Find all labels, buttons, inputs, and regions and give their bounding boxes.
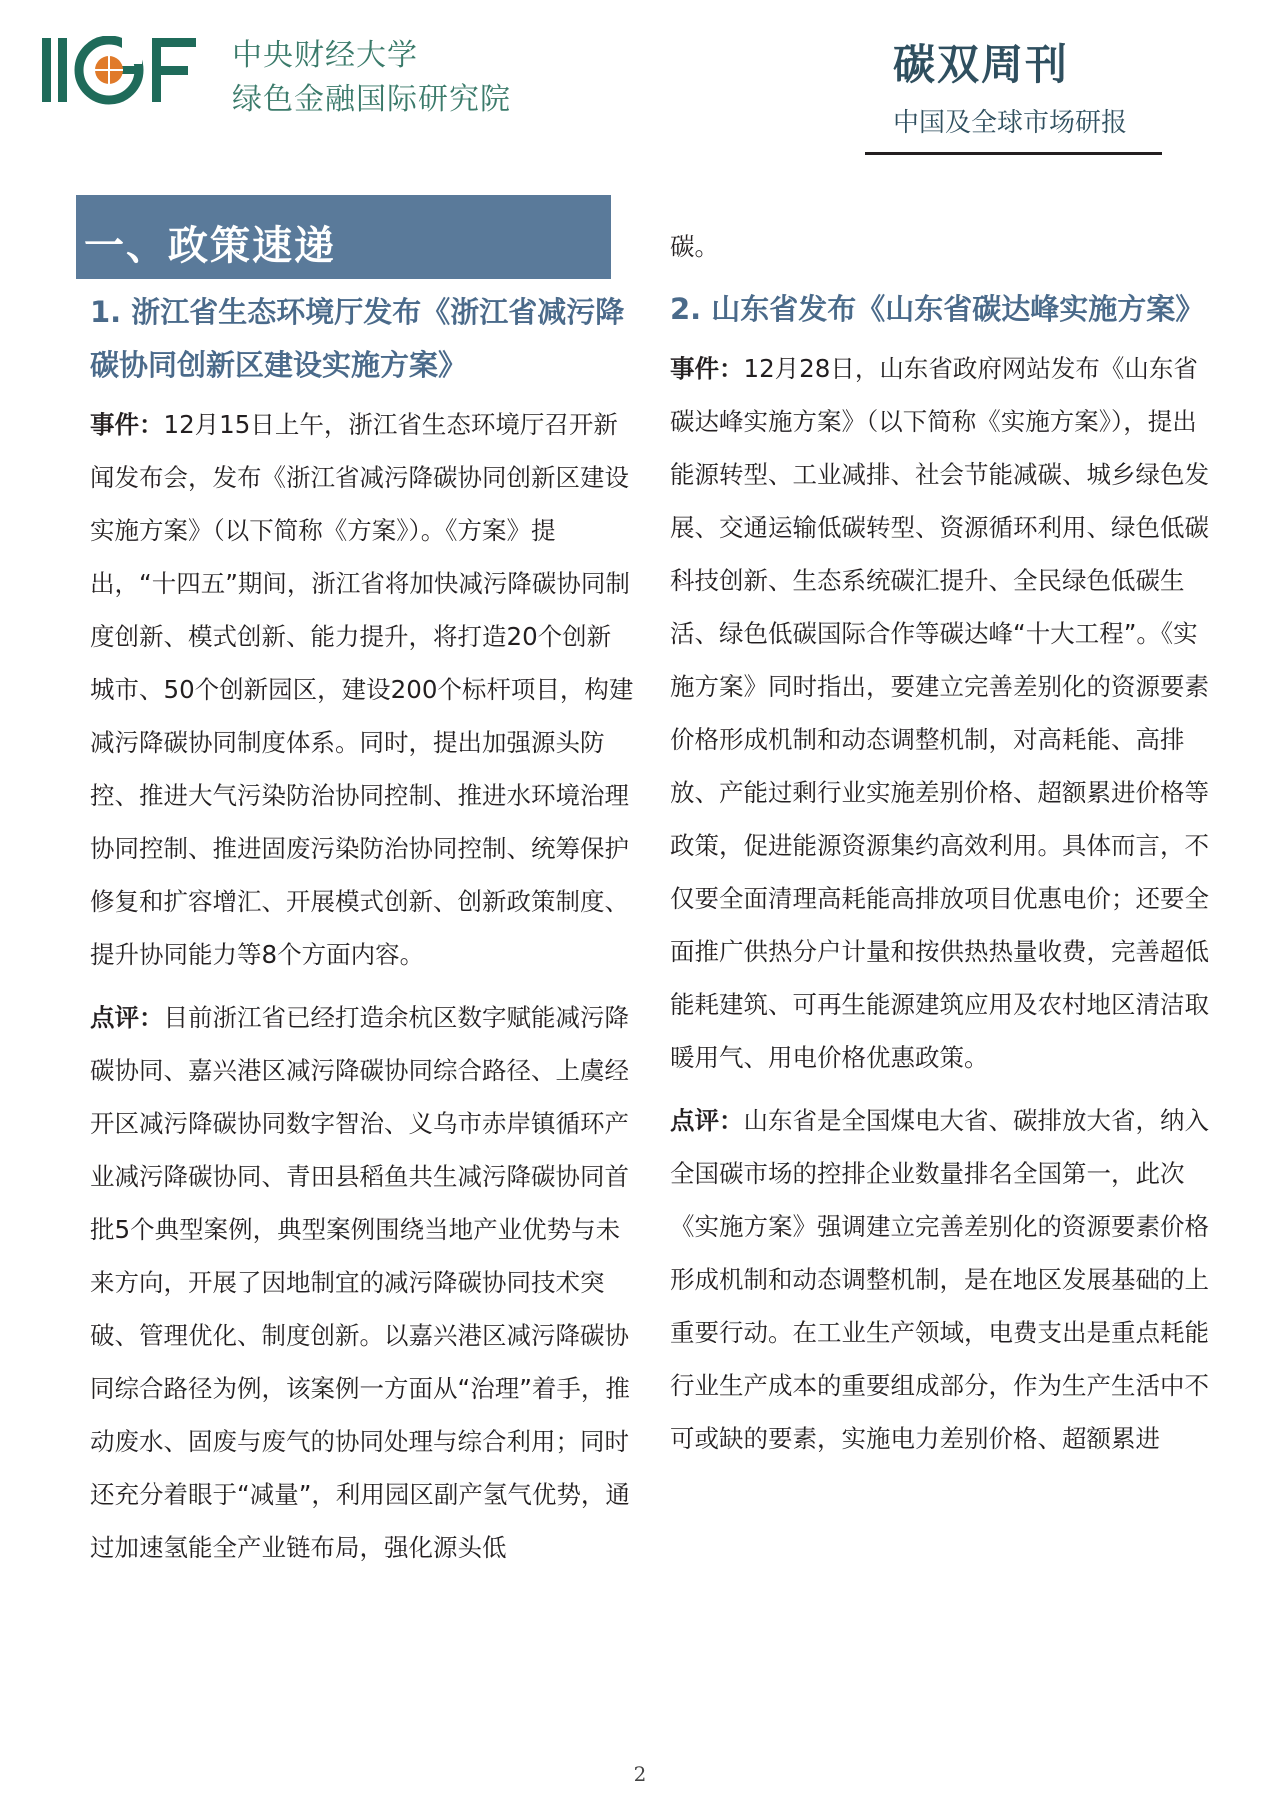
iigf-logo [42, 36, 212, 112]
page-number: 2 [633, 1762, 647, 1786]
article-1-event [90, 398, 635, 981]
event-text: 12月15日上午，浙江省生态环境厅召开新闻发布会，发布《浙江省减污降碳协同创新区建设实施方案》（以下简称《方案》）。《方案》提出，“十四五”期间，浙江省将加快减污降碳协同制度创新、模式创新、能力提升，将打造20个创新城市、50个创新园区，建设200个标杆项目，构建减污降碳协同制度体系。同时，提出加强源头防控、推进大气污染防治协同控制、推进水环境治理协同控制、推进固废污染防治协同控制、统筹保护修复和扩容增汇、开展模式创新、创新政策制度、提升协同能力等8个方面内容。 [90, 410, 634, 969]
comment-text: 山东省是全国煤电大省、碳排放大省，纳入全国碳市场的控排企业数量排名全国第一，此次《实施方案》强调建立完善差别化的资源要素价格形成机制和动态调整机制，是在地区发展基础的上重要行动。在工业生产领域，电费支出是重点耗能行业生产成本的重要组成部分，作为生产生活中不可或缺的要素，实施电力差别价格、超额累进 [670, 1106, 1209, 1453]
article-2-heading: 2. 山东省发布《山东省碳达峰实施方案》 [670, 292, 1205, 326]
organization-name [232, 34, 511, 122]
article-1-continuation: 碳。 [670, 232, 719, 261]
publication-title: 碳双周刊 [893, 40, 1070, 89]
event-text: 12月28日，山东省政府网站发布《山东省碳达峰实施方案》（以下简称《实施方案》），提出能源转型、工业减排、社会节能减碳、城乡绿色发展、交通运输低碳转型、资源循环利用、绿色低碳科技创新、生态系统碳汇提升、全民绿色低碳生活、绿色低碳国际合作等碳达峰“十大工程”。《实施方案》同时指出，要建立完善差别化的资源要素价格形成机制和动态调整机制，对高耗能、高排放、产能过剩行业实施差别价格、超额累进价格等政策，促进能源资源集约高效利用。具体而言，不仅要全面清理高耗能高排放项目优惠电价；还要全面推广供热分户计量和按供热热量收费，完善超低能耗建筑、可再生能源建筑应用及农村地区清洁取暖用气、用电价格优惠政策。 [670, 354, 1209, 1072]
publication-subtitle: 中国及全球市场研报 [893, 108, 1128, 138]
organization-line-2: 绿色金融国际研究院 [232, 82, 511, 117]
event-label: 事件： [90, 410, 164, 439]
section-title: 一、政策速递 [84, 223, 336, 269]
comment-label: 点评： [670, 1106, 744, 1135]
left-column [90, 286, 635, 1584]
event-label: 事件： [670, 354, 744, 383]
article-2-comment [670, 1094, 1215, 1465]
article-2-event [670, 342, 1215, 1084]
comment-text: 目前浙江省已经打造余杭区数字赋能减污降碳协同、嘉兴港区减污降碳协同综合路径、上虞经开区减污降碳协同数字智治、义乌市赤岸镇循环产业减污降碳协同、青田县稻鱼共生减污降碳协同首批5个典型案例，典型案例围绕当地产业优势与未来方向，开展了因地制宜的减污降碳协同技术突破、管理优化、制度创新。以嘉兴港区减污降碳协同综合路径为例，该案例一方面从“治理”着手，推动废水、固废与废气的协同处理与综合利用；同时还充分着眼于“减量”，利用园区副产氢气优势，通过加速氢能全产业链布局，强化源头低 [90, 1003, 630, 1562]
header-divider [865, 152, 1162, 155]
section-banner [76, 195, 611, 279]
right-column [670, 220, 1215, 1475]
organization-line-1: 中央财经大学 [232, 38, 418, 73]
article-1-comment [90, 991, 635, 1574]
comment-label: 点评： [90, 1003, 164, 1032]
article-1-heading: 1. 浙江省生态环境厅发布《浙江省减污降碳协同创新区建设实施方案》 [90, 295, 625, 382]
